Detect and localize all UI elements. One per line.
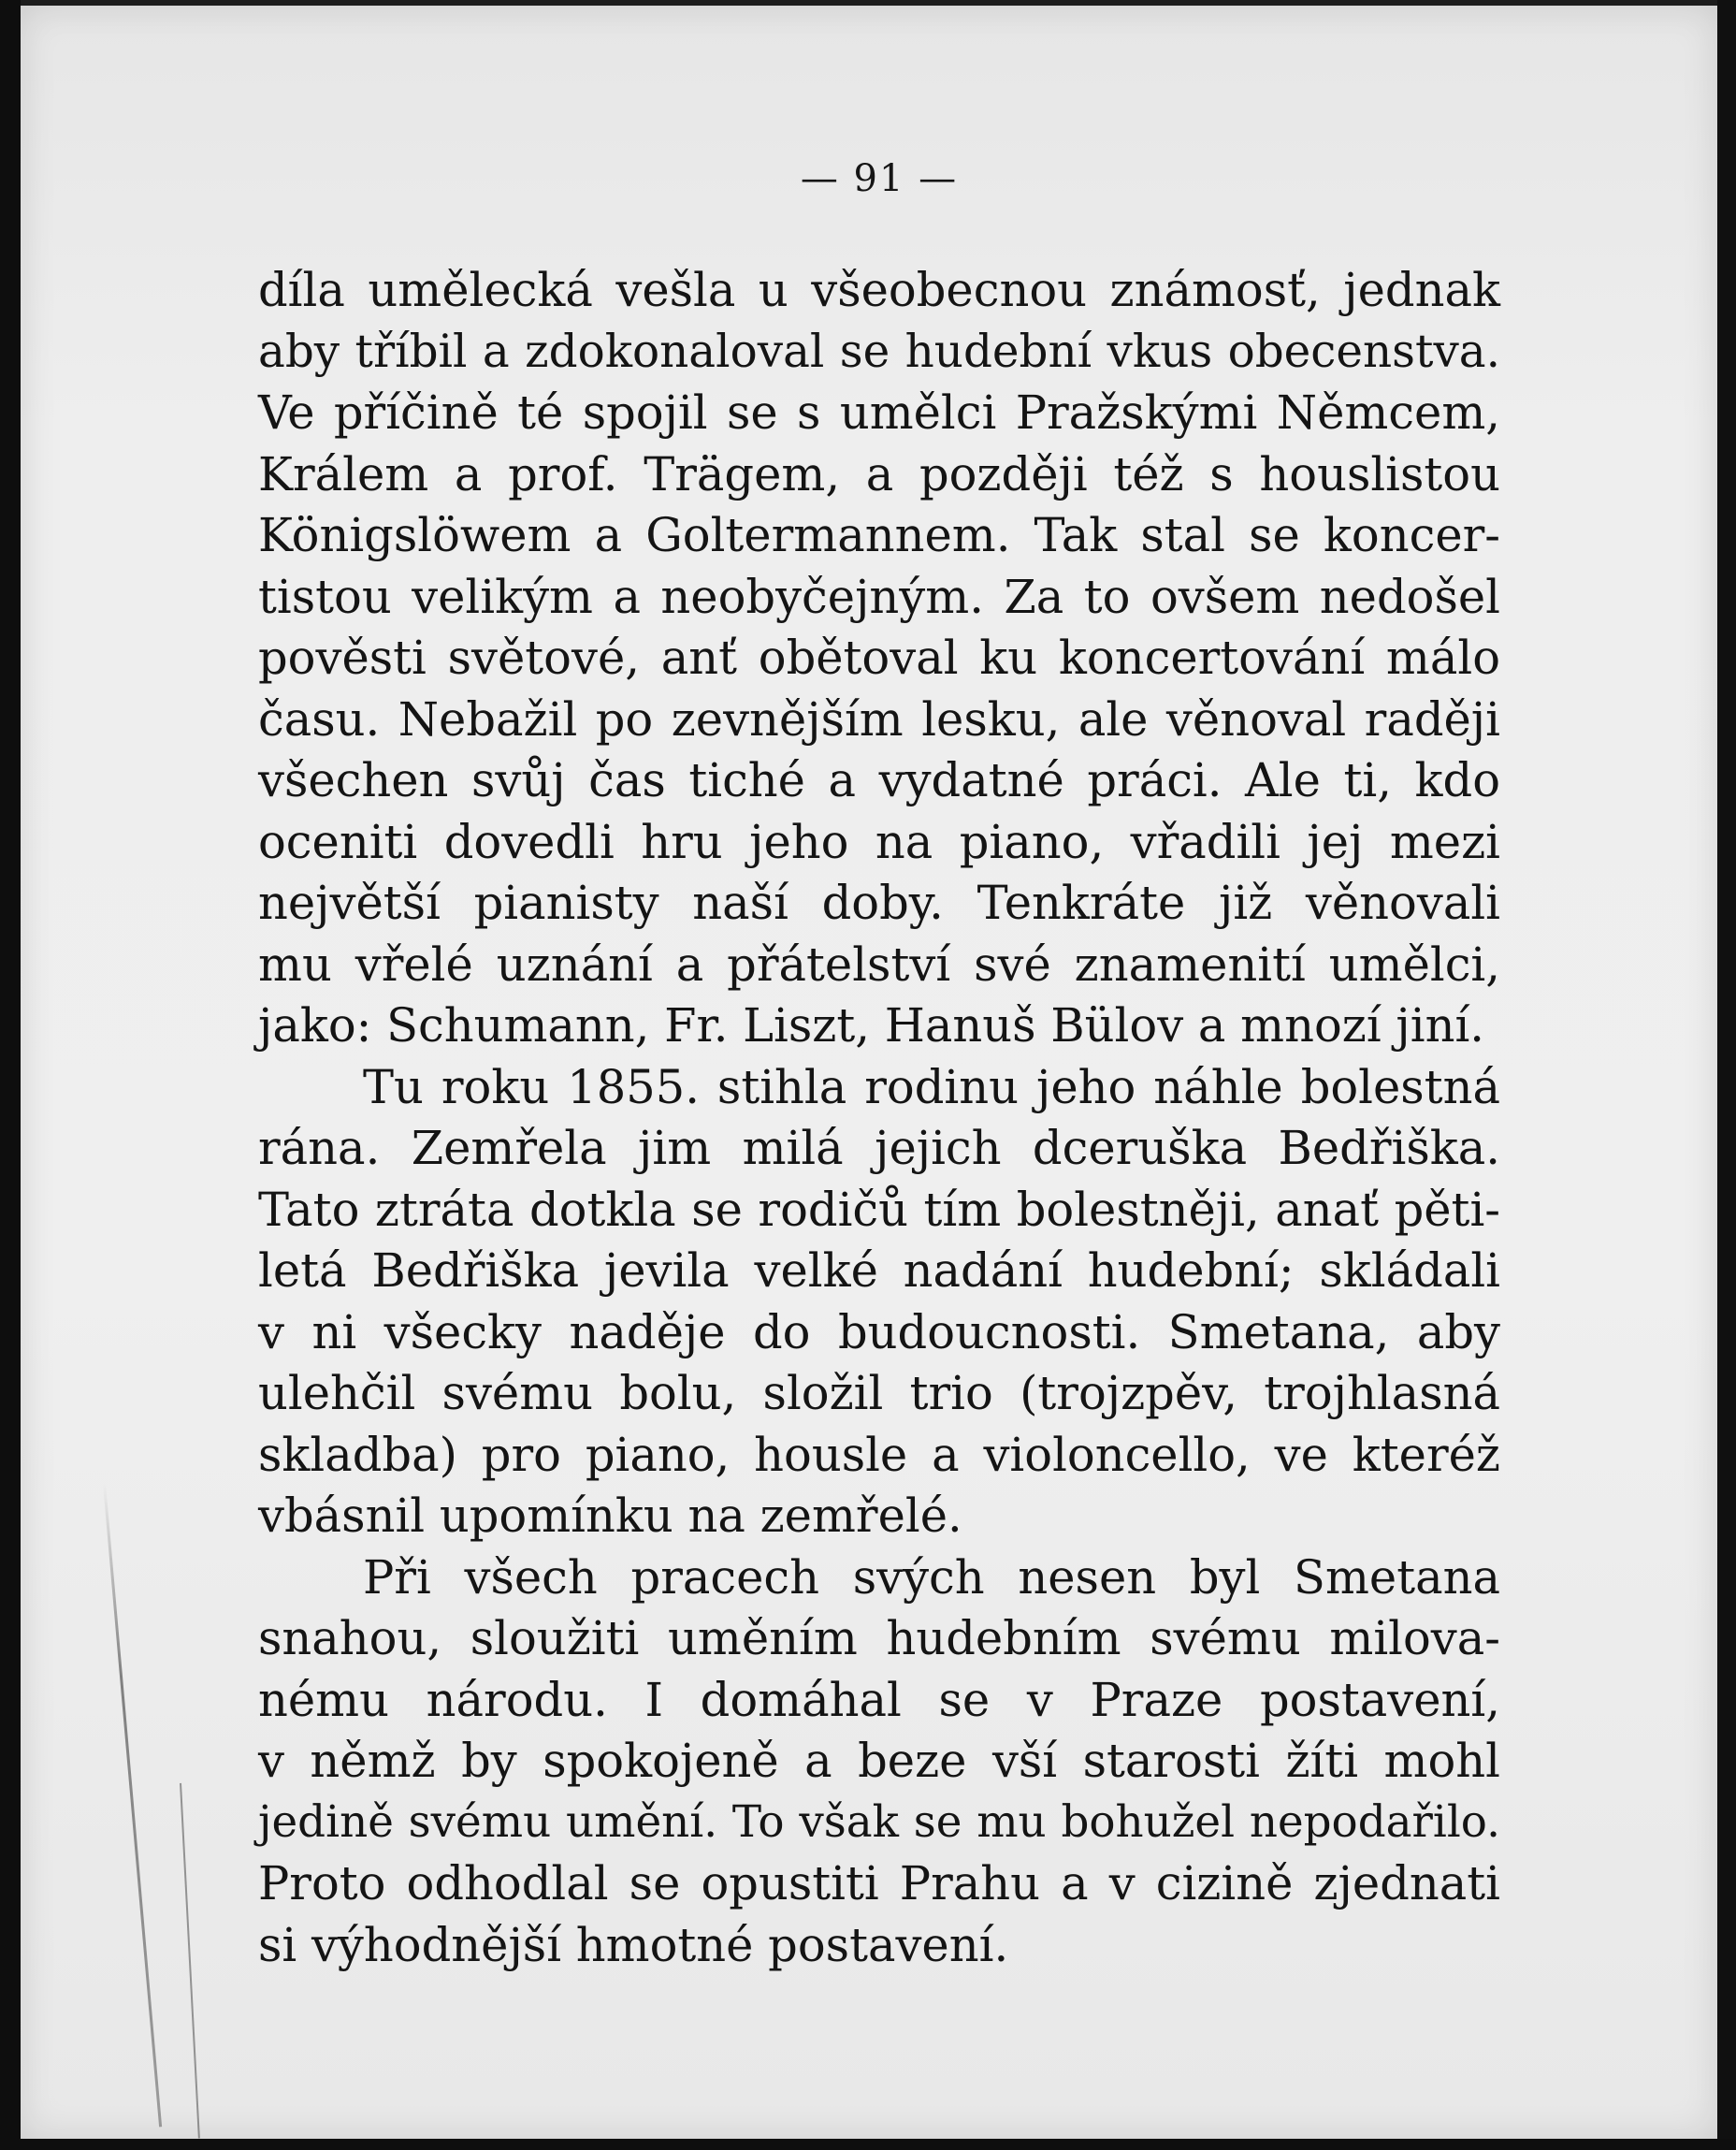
- text-line: jako: Schumann, Fr. Liszt, Hanuš Bülov a mnozí jiní.: [258, 998, 1485, 1053]
- page-number: — 91 —: [800, 157, 959, 200]
- scan-left-edge: [0, 0, 21, 2150]
- text-line: největší pianisty naší doby. Tenkráte již věnovali: [258, 876, 1500, 930]
- text-line: Königslöwem a Goltermannem. Tak stal se koncer-: [258, 508, 1500, 562]
- text-line: času. Nebažil po zevnějším lesku, ale věnoval raději: [258, 691, 1500, 747]
- text-line: Proto odhodlal se opustiti Prahu a v cizině zjednati: [258, 1856, 1500, 1910]
- text-line: Ve příčině té spojil se s umělci Pražskými Němcem,: [258, 385, 1500, 440]
- text-line: Tato ztráta dotkla se rodičů tím bolestněji, anať pěti-: [258, 1182, 1500, 1237]
- text-line: letá Bedřiška jevila velké nadání hudební; skládali: [258, 1243, 1500, 1298]
- page-crease-secondary: [180, 1783, 200, 2139]
- text-line: ulehčil svému bolu, složil trio (trojzpěv, trojhlasná: [258, 1366, 1500, 1420]
- text-line: oceniti dovedli hru jeho na piano, vřadili jej mezi: [258, 814, 1500, 869]
- text-line: pověsti světové, anť obětoval ku koncertování málo: [258, 631, 1500, 685]
- text-line: nému národu. I domáhal se v Praze postavení,: [258, 1672, 1500, 1727]
- text-line: tistou velikým a neobyčejným. Za to ovšem nedošel: [258, 569, 1500, 624]
- text-line: díla umělecká vešla u všeobecnou známosť, jednak: [258, 263, 1500, 317]
- page-crease: [103, 1484, 162, 2128]
- text-line: jedině svému umění. To však se mu bohužel nepodařilo.: [258, 1796, 1500, 1848]
- text-line: mu vřelé uznání a přátelství své znamenití umělci,: [258, 937, 1500, 992]
- text-line: Tu roku 1855. stihla rodinu jeho náhle bolestná: [363, 1059, 1500, 1114]
- text-line: si výhodnější hmotné postavení.: [258, 1917, 1009, 1972]
- body-text: [258, 260, 1500, 1976]
- text-line: všechen svůj čas tiché a vydatné práci. Ale ti, kdo: [258, 753, 1500, 807]
- text-line: Králem a prof. Trägem, a později též s houslistou: [258, 446, 1500, 501]
- text-line: rána. Zemřela jim milá jejich dceruška Bedřiška.: [258, 1121, 1500, 1175]
- scan-bottom-edge: [0, 2139, 1736, 2150]
- text-line: skladba) pro piano, housle a violoncello, ve kteréž: [258, 1427, 1500, 1482]
- scan-right-edge: [1717, 0, 1736, 2150]
- text-line: aby tříbil a zdokonaloval se hudební vkus obecenstva.: [258, 325, 1500, 378]
- text-line: Při všech pracech svých nesen byl Smetana: [363, 1549, 1500, 1605]
- text-line: vbásnil upomínku na zemřelé.: [258, 1489, 962, 1543]
- text-line: v ni všecky naděje do budoucnosti. Smetana, aby: [258, 1304, 1500, 1359]
- text-line: snahou, sloužiti uměním hudebním svému milova-: [258, 1611, 1500, 1665]
- text-line: v němž by spokojeně a beze vší starosti žíti mohl: [258, 1734, 1500, 1788]
